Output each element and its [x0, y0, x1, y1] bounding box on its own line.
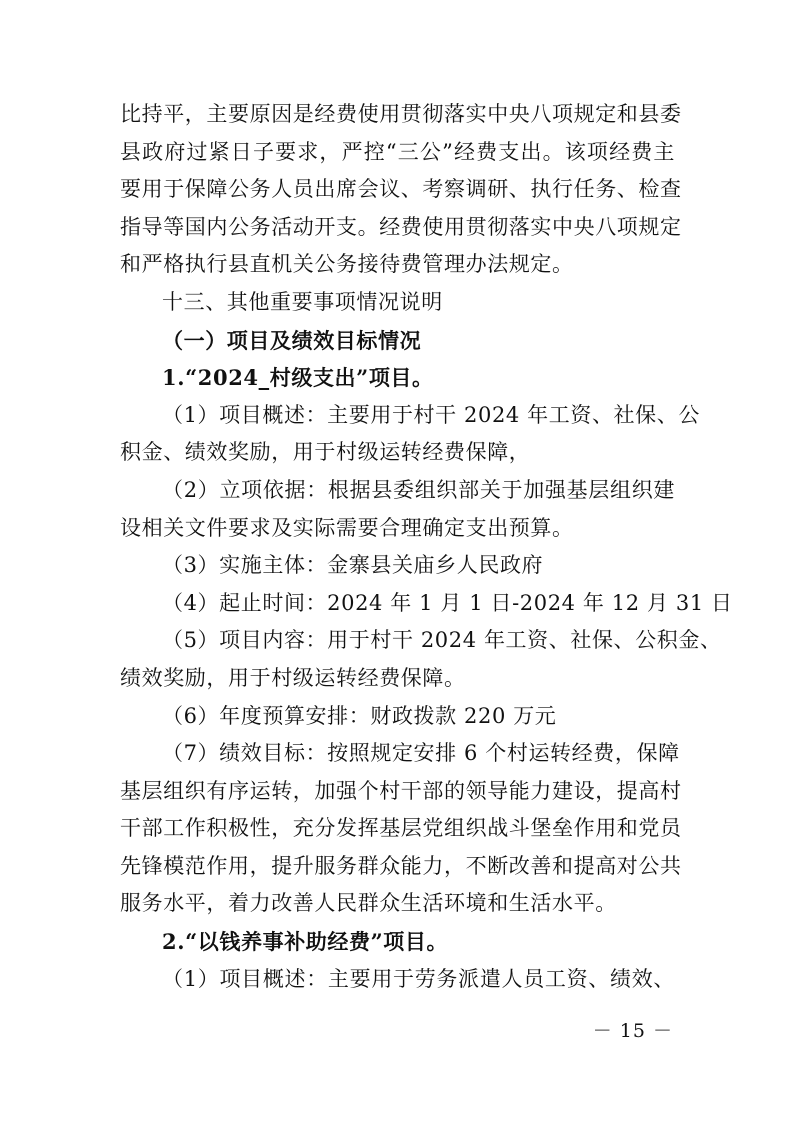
project-1-title: 1.“2024_村级支出”项目。: [162, 365, 434, 391]
project-1-goal-line: 先锋模范作用，提升服务群众能力，不断改善和提高对公共: [120, 853, 682, 878]
body-text: [120, 96, 733, 998]
section-heading-13: 十三、其他重要事项情况说明: [162, 289, 443, 314]
paragraph-line: 和严格执行县直机关公务接待费管理办法规定。: [120, 252, 574, 277]
project-1-subject: （3）实施主体：金寨县关庙乡人民政府: [162, 553, 544, 578]
project-1-content-line: （5）项目内容：用于村干 2024 年工资、社保、公积金、: [162, 628, 722, 653]
project-1-basis-line: 设相关文件要求及实际需要合理确定支出预算。: [120, 515, 574, 540]
page-number: － 15 －: [592, 1020, 673, 1042]
project-1-goal-line: 干部工作积极性，充分发挥基层党组织战斗堡垒作用和党员: [120, 816, 682, 841]
project-2-title: 2.“以钱养事补助经费”项目。: [162, 929, 449, 955]
paragraph-line: 要用于保障公务人员出席会议、考察调研、执行任务、检查: [120, 177, 682, 202]
subsection-heading: （一）项目及绩效目标情况: [162, 327, 422, 353]
project-2-overview-line: （1）项目概述：主要用于劳务派遣人员工资、绩效、: [162, 966, 675, 991]
project-1-budget: （6）年度预算安排：财政拨款 220 万元: [162, 703, 557, 728]
project-1-goal-line: 基层组织有序运转，加强个村干部的领导能力建设，提高村: [120, 778, 682, 803]
project-1-period: （4）起止时间：2024 年 1 月 1 日-2024 年 12 月 31 日: [162, 590, 733, 615]
paragraph-line: 指导等国内公务活动开支。经费使用贯彻落实中央八项规定: [120, 214, 682, 239]
paragraph-line: 县政府过紧日子要求，严控“三公”经费支出。该项经费主: [120, 139, 675, 164]
project-1-basis-line: （2）立项依据：根据县委组织部关于加强基层组织建: [162, 477, 675, 502]
project-1-goal-line: （7）绩效目标：按照规定安排 6 个村运转经费，保障: [162, 741, 680, 766]
project-1-goal-line: 服务水平，着力改善人民群众生活环境和生活水平。: [120, 891, 617, 916]
paragraph-line: 比持平，主要原因是经费使用贯彻落实中央八项规定和县委: [120, 102, 682, 126]
project-1-content-line: 绩效奖励，用于村级运转经费保障。: [120, 665, 466, 690]
project-1-overview-line: 积金、绩效奖励，用于村级运转经费保障，: [120, 440, 531, 465]
project-1-overview-line: （1）项目概述：主要用于村干 2024 年工资、社保、公: [162, 402, 700, 427]
